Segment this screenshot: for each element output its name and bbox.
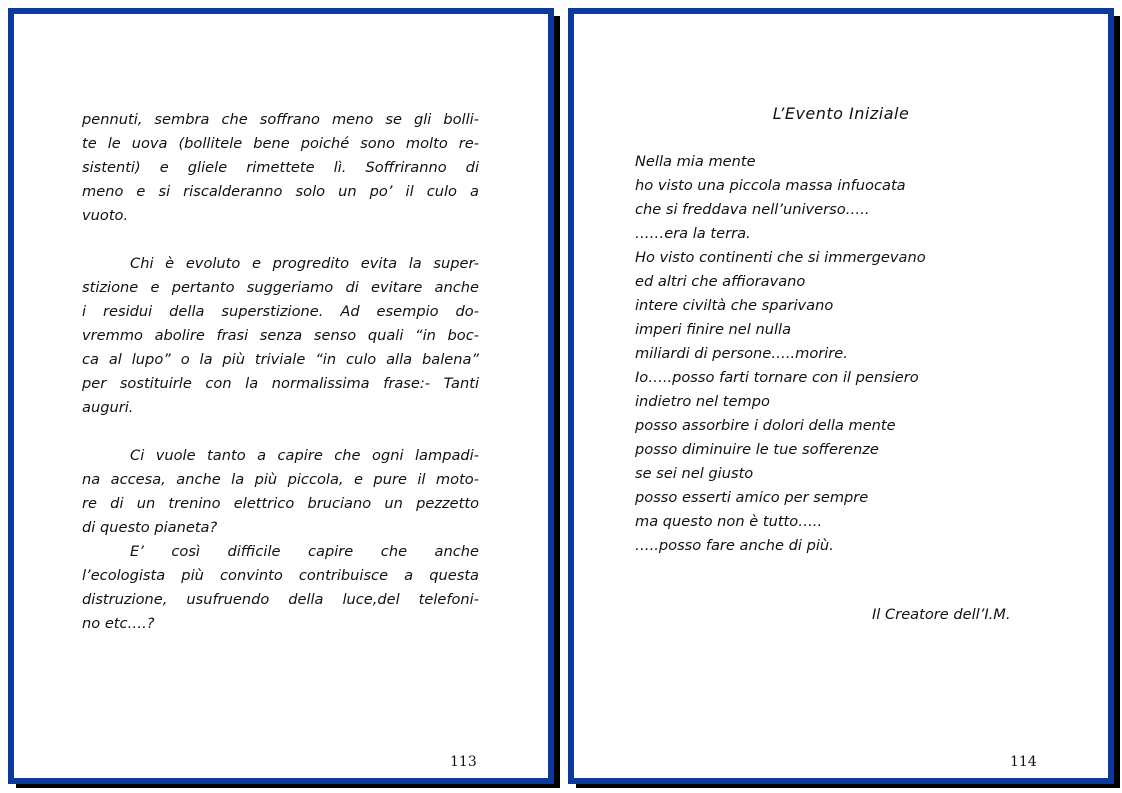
poem-line: se sei nel giusto: [635, 465, 754, 482]
poem-line: intere civiltà che sparivano: [635, 297, 834, 314]
poem-title: L’Evento Iniziale: [772, 104, 910, 123]
text-line: E’ così difficile capire che anche: [130, 543, 479, 560]
paragraph-gap: [82, 228, 479, 252]
page-number: 113: [450, 754, 477, 770]
text-line: auguri.: [82, 399, 134, 416]
poem-line: ho visto una piccola massa infuocata: [635, 177, 906, 194]
poem-line: Ho visto continenti che si immergevano: [635, 249, 926, 266]
poem-line: ma questo non è tutto…..: [635, 513, 823, 530]
paragraph-4: [82, 540, 479, 636]
poem-line: posso diminuire le tue sofferenze: [635, 441, 879, 458]
text-line: l’ecologista più convinto contribuisce a questa: [82, 567, 479, 584]
poem-line: …..posso fare anche di più.: [635, 537, 834, 554]
poem-line: ed altri che affioravano: [635, 273, 806, 290]
text-line: per sostituirle con la normalissima frase:- Tanti: [82, 375, 479, 392]
text-line: vuoto.: [82, 207, 129, 224]
poem-line: posso esserti amico per sempre: [635, 489, 869, 506]
text-line: ca al lupo” o la più triviale “in culo alla balena”: [82, 351, 479, 368]
poem: [635, 150, 926, 558]
paragraph-3: [82, 444, 479, 540]
right-page: [568, 8, 1114, 784]
text-line: re di un trenino elettrico bruciano un pezzetto: [82, 495, 479, 512]
text-line: vremmo abolire frasi senza senso quali “in boc-: [82, 327, 479, 344]
text-line: meno e si riscalderanno solo un po’ il culo a: [82, 183, 479, 200]
text-line: di questo pianeta?: [82, 519, 218, 536]
text-line: te le uova (bollitele bene poiché sono molto re-: [82, 135, 479, 152]
text-line: sistenti) e gliele rimettete lì. Soffriranno di: [82, 159, 479, 176]
text-line: distruzione, usufruendo della luce,del telefoni-: [82, 591, 479, 608]
text-line: no etc….?: [82, 615, 155, 632]
poem-line: posso assorbire i dolori della mente: [635, 417, 896, 434]
poem-line: che si freddava nell’universo…..: [635, 201, 870, 218]
left-page-text: [82, 108, 479, 636]
poem-line: ……era la terra.: [635, 225, 751, 242]
poem-line: Io…..posso farti tornare con il pensiero: [635, 369, 919, 386]
left-page: [8, 8, 554, 784]
poem-line: Nella mia mente: [635, 153, 756, 170]
poem-line: indietro nel tempo: [635, 393, 770, 410]
text-line: i residui della superstizione. Ad esempio do-: [82, 303, 479, 320]
text-line: Chi è evoluto e progredito evita la super-: [130, 255, 479, 272]
text-line: Ci vuole tanto a capire che ogni lampadi-: [130, 447, 479, 464]
poem-line: miliardi di persone…..morire.: [635, 345, 848, 362]
text-line: stizione e pertanto suggeriamo di evitare anche: [82, 279, 479, 296]
paragraph-2: [82, 252, 479, 420]
poem-signature: Il Creatore dell’I.M.: [872, 606, 1011, 623]
text-line: pennuti, sembra che soffrano meno se gli bolli-: [82, 111, 479, 128]
paragraph-gap: [82, 420, 479, 444]
page-number: 114: [1010, 754, 1037, 770]
paragraph-1: [82, 108, 479, 228]
text-line: na accesa, anche la più piccola, e pure il moto-: [82, 471, 479, 488]
poem-line: imperi finire nel nulla: [635, 321, 792, 338]
